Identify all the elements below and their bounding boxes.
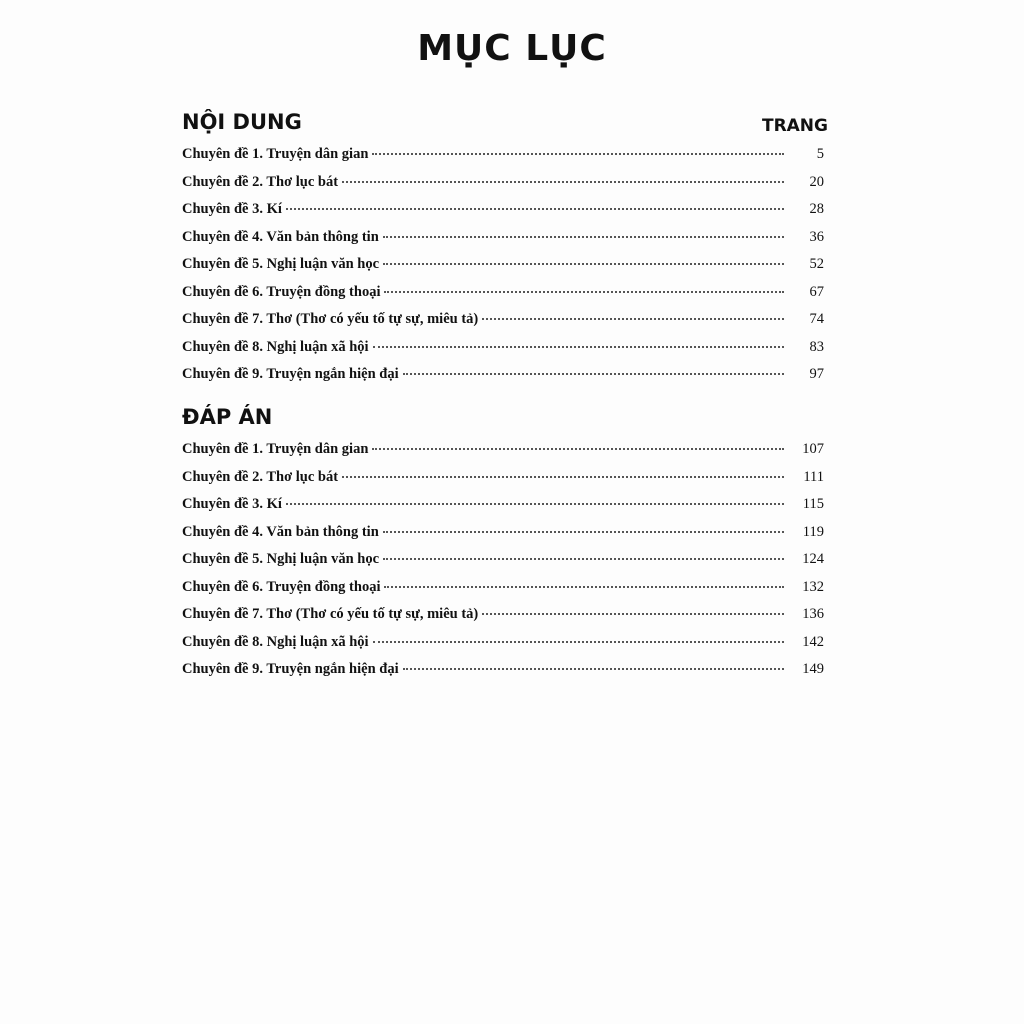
toc-entry-page-number: 124 — [802, 551, 824, 567]
dot-leader — [383, 262, 784, 265]
toc-entry — [182, 606, 824, 634]
toc-entry-label: Chuyên đề 4. Văn bản thông tin — [182, 228, 379, 245]
toc-entry-label: Chuyên đề 1. Truyện dân gian — [182, 441, 369, 457]
section-heading-content: NỘI DUNG — [182, 110, 302, 134]
toc-entry — [182, 524, 824, 552]
toc-entry-label: Chuyên đề 8. Nghị luận xã hội — [182, 633, 369, 650]
page-title: MỤC LỤC — [417, 28, 607, 69]
dot-leader — [383, 235, 784, 238]
toc-entry-page-number: 107 — [802, 441, 824, 457]
toc-entry-page-number: 28 — [809, 201, 824, 217]
toc-entry-page-number: 132 — [802, 578, 824, 595]
dot-leader — [383, 530, 784, 533]
toc-entry-page-number: 83 — [809, 338, 824, 355]
toc-entry — [182, 339, 824, 367]
toc-entry-label: Chuyên đề 6. Truyện đồng thoại — [182, 283, 381, 300]
toc-entry — [182, 634, 824, 662]
dot-leader — [403, 667, 784, 670]
toc-entry — [182, 284, 824, 312]
toc-entry-page-number: 115 — [802, 496, 824, 512]
toc-entry-label: Chuyên đề 9. Truyện ngắn hiện đại — [182, 661, 399, 677]
toc-entry-page-number: 52 — [809, 256, 824, 272]
toc-entry-label: Chuyên đề 8. Nghị luận xã hội — [182, 338, 369, 355]
toc-entry-page-number: 97 — [809, 366, 824, 382]
toc-entry-page-number: 119 — [802, 523, 824, 540]
toc-entry — [182, 661, 824, 689]
dot-leader — [384, 290, 784, 293]
dot-leader — [384, 585, 784, 588]
dot-leader — [482, 612, 784, 615]
toc-entry-page-number: 74 — [809, 311, 824, 327]
dot-leader — [286, 502, 784, 505]
section-heading-answers: ĐÁP ÁN — [182, 405, 273, 429]
dot-leader — [286, 207, 784, 210]
toc-list-content — [182, 146, 824, 394]
toc-entry-page-number: 67 — [809, 283, 824, 300]
toc-entry — [182, 579, 824, 607]
dot-leader — [372, 447, 784, 450]
toc-entry-page-number: 142 — [802, 633, 824, 650]
toc-entry-label: Chuyên đề 3. Kí — [182, 201, 282, 217]
dot-leader — [403, 372, 784, 375]
dot-leader — [342, 475, 784, 478]
toc-entry-page-number: 20 — [809, 173, 824, 190]
dot-leader — [383, 557, 784, 560]
toc-entry-page-number: 111 — [803, 468, 824, 485]
toc-entry — [182, 366, 824, 394]
toc-entry-label: Chuyên đề 5. Nghị luận văn học — [182, 256, 380, 272]
page-column-label: TRANG — [761, 116, 828, 136]
toc-entry-page-number: 36 — [809, 228, 824, 245]
dot-leader — [342, 180, 784, 183]
dot-leader — [372, 152, 784, 155]
toc-entry — [182, 229, 824, 257]
toc-entry-label: Chuyên đề 7. Thơ (Thơ có yếu tố tự sự, miêu tả) — [182, 606, 479, 622]
toc-entry-label: Chuyên đề 5. Nghị luận văn học — [182, 551, 380, 567]
toc-entry — [182, 469, 824, 497]
toc-entry — [182, 496, 824, 524]
toc-entry-label: Chuyên đề 4. Văn bản thông tin — [182, 523, 379, 540]
dot-leader — [482, 317, 784, 320]
toc-entry — [182, 551, 824, 579]
toc-entry-label: Chuyên đề 6. Truyện đồng thoại — [182, 578, 381, 595]
toc-entry-page-number: 5 — [816, 146, 824, 162]
toc-entry — [182, 441, 824, 469]
toc-entry — [182, 311, 824, 339]
toc-entry — [182, 256, 824, 284]
toc-entry-label: Chuyên đề 3. Kí — [182, 496, 282, 512]
toc-entry-label: Chuyên đề 1. Truyện dân gian — [182, 146, 369, 162]
toc-entry-page-number: 149 — [802, 661, 824, 677]
dot-leader — [373, 640, 784, 643]
toc-entry-label: Chuyên đề 2. Thơ lục bát — [182, 173, 339, 190]
toc-entry-label: Chuyên đề 2. Thơ lục bát — [182, 468, 339, 485]
toc-entry — [182, 174, 824, 202]
toc-entry — [182, 201, 824, 229]
toc-entry-label: Chuyên đề 7. Thơ (Thơ có yếu tố tự sự, miêu tả) — [182, 311, 479, 327]
toc-entry-page-number: 136 — [802, 606, 824, 622]
dot-leader — [373, 345, 784, 348]
toc-list-answers — [182, 441, 824, 689]
toc-entry — [182, 146, 824, 174]
toc-entry-label: Chuyên đề 9. Truyện ngắn hiện đại — [182, 366, 399, 382]
